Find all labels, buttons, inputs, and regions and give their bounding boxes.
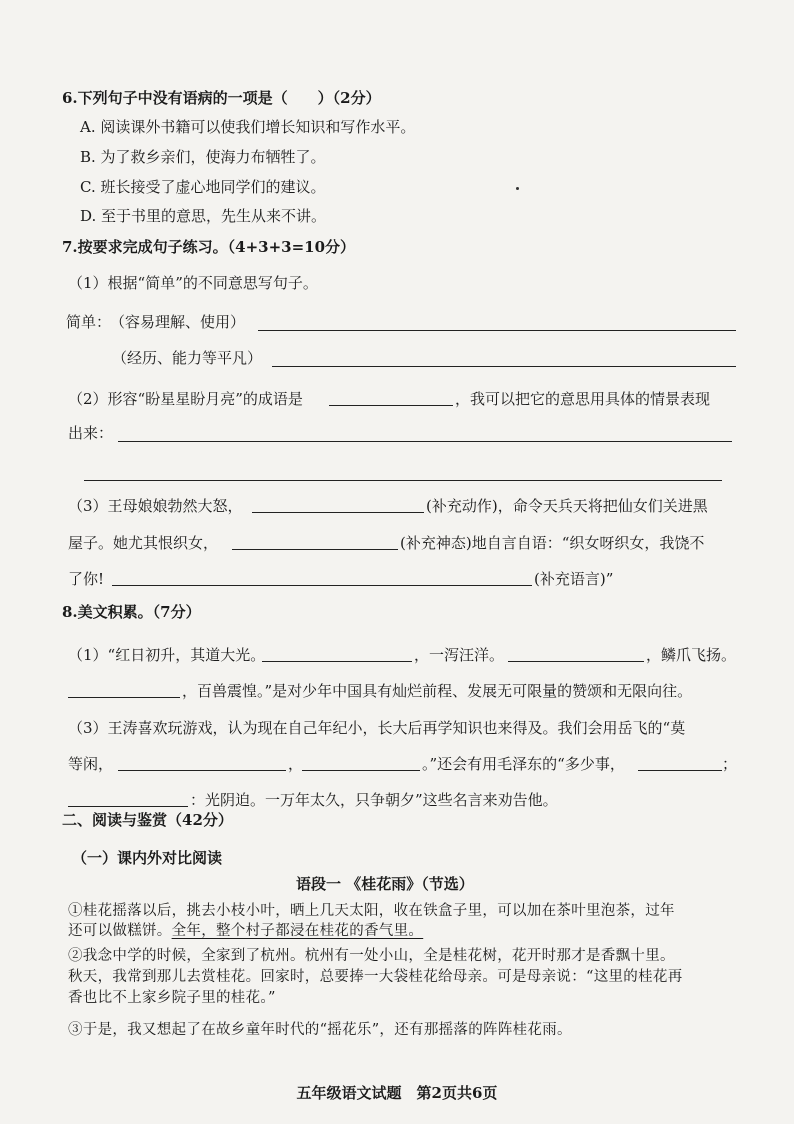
answer-line[interactable] xyxy=(118,441,732,442)
q7-part3-line2-pre: 屋子。她尤其恨织女， xyxy=(68,534,219,552)
passage-para2-line2: 秋天，我常到那儿去赏桂花。回家时，总要捧一大袋桂花给母亲。可是母亲说：“这里的桂花再 xyxy=(68,969,683,985)
q8-stem: 8.美文积累。（7分） xyxy=(62,603,201,621)
q7-part1-hint-a: （容易理解、使用） xyxy=(110,313,246,331)
q7-part1: （1）根据“简单”的不同意思写句子。 xyxy=(68,274,318,292)
page-footer: 五年级语文试题 第2页共6页 xyxy=(296,1084,498,1102)
q8-part3-line3-post: ：光阴迫。一万年太久，只争朝夕”这些名言来劝告他。 xyxy=(190,791,558,809)
q7-stem: 7.按要求完成句子练习。（4+3+3=10分） xyxy=(62,238,356,256)
q6-stem: 6.下列句子中没有语病的一项是（ ）（2分） xyxy=(62,89,381,107)
q8-part1-mid: ，一泻汪洋。 xyxy=(414,646,505,664)
passage-para1-text: 还可以做糕饼。 xyxy=(68,923,172,939)
passage-para2-line1: ②我念中学的时候，全家到了杭州。杭州有一处小山，全是桂花树，花开时那才是香飘十里。 xyxy=(68,948,675,964)
answer-blank[interactable] xyxy=(329,405,453,406)
q8-part3-line2-pre: 等闲， xyxy=(68,755,114,773)
q6-option-b: B. 为了救乡亲们，使海力布牺牲了。 xyxy=(80,148,326,166)
answer-blank[interactable] xyxy=(252,512,424,513)
answer-blank[interactable] xyxy=(112,585,532,586)
answer-blank[interactable] xyxy=(68,697,180,698)
section2-title: 二、阅读与鉴赏（42分） xyxy=(62,811,233,829)
q7-part3-line3-post: (补充语言)” xyxy=(534,570,614,588)
q8-part3-line2-post: 。”还会有用毛泽东的“多少事， xyxy=(422,755,625,773)
q7-part1-label: 简单： xyxy=(66,313,112,331)
q8-part3-line1: （3）王涛喜欢玩游戏，认为现在自己年纪小，长大后再学知识也来得及。我们会用岳飞的“莫 xyxy=(68,719,686,737)
passage-para2-line3: 香也比不上家乡院子里的桂花。” xyxy=(68,990,276,1006)
q8-part1-line2: ，百兽震惶。”是对少年中国具有灿烂前程、发展无可限量的赞颂和无限向往。 xyxy=(182,682,693,700)
q8-part1-end: ，鳞爪飞扬。 xyxy=(646,646,737,664)
q8-part3-line2-mid: ， xyxy=(288,755,304,773)
speck xyxy=(516,187,519,190)
passage-para1-line1: ①桂花摇落以后，挑去小枝小叶，晒上几天太阳，收在铁盒子里，可以加在茶叶里泡茶，过年 xyxy=(68,903,675,919)
passage-para1-line2 xyxy=(68,921,423,941)
answer-blank[interactable] xyxy=(638,770,722,771)
section2-subtitle: （一）课内外对比阅读 xyxy=(72,849,223,867)
answer-blank[interactable] xyxy=(508,661,644,662)
q8-part3-line2-end: ； xyxy=(722,755,738,773)
q8-part1-pre: （1）“红日初升，其道大光。 xyxy=(68,646,266,664)
q7-part2-line2: 出来： xyxy=(68,424,114,442)
answer-blank[interactable] xyxy=(68,806,188,807)
answer-blank[interactable] xyxy=(302,770,420,771)
q7-part1-hint-b: （经历、能力等平凡） xyxy=(112,349,263,367)
q6-option-c: C. 班长接受了虚心地同学们的建议。 xyxy=(80,178,326,196)
passage-title: 语段一 《桂花雨》（节选） xyxy=(296,875,474,893)
passage-underlined-sentence: 全年，整个村子都浸在桂花的香气里。 xyxy=(171,923,424,939)
q7-part3-line1-pre: （3）王母娘娘勃然大怒， xyxy=(68,497,243,515)
q6-option-a: A. 阅读课外书籍可以使我们增长知识和写作水平。 xyxy=(80,118,416,136)
answer-line[interactable] xyxy=(84,480,722,481)
q6-option-d: D. 至于书里的意思，先生从来不讲。 xyxy=(80,207,327,225)
answer-blank[interactable] xyxy=(118,770,286,771)
answer-line[interactable] xyxy=(272,366,736,367)
passage-para3-line1: ③于是，我又想起了在故乡童年时代的“摇花乐”，还有那摇落的阵阵桂花雨。 xyxy=(68,1022,572,1038)
answer-blank[interactable] xyxy=(232,549,398,550)
answer-line[interactable] xyxy=(258,330,736,331)
q7-part2-pre: （2）形容“盼星星盼月亮”的成语是 xyxy=(68,390,303,408)
q7-part2-post: ，我可以把它的意思用具体的情景表现 xyxy=(455,390,711,408)
answer-blank[interactable] xyxy=(262,661,412,662)
q7-part3-line3-pre: 了你! xyxy=(68,570,105,588)
q7-part3-line2-post: (补充神态)地自言自语：“织女呀织女，我饶不 xyxy=(400,534,705,552)
q7-part3-line1-post: (补充动作)，命令天兵天将把仙女们关进黑 xyxy=(426,497,708,515)
